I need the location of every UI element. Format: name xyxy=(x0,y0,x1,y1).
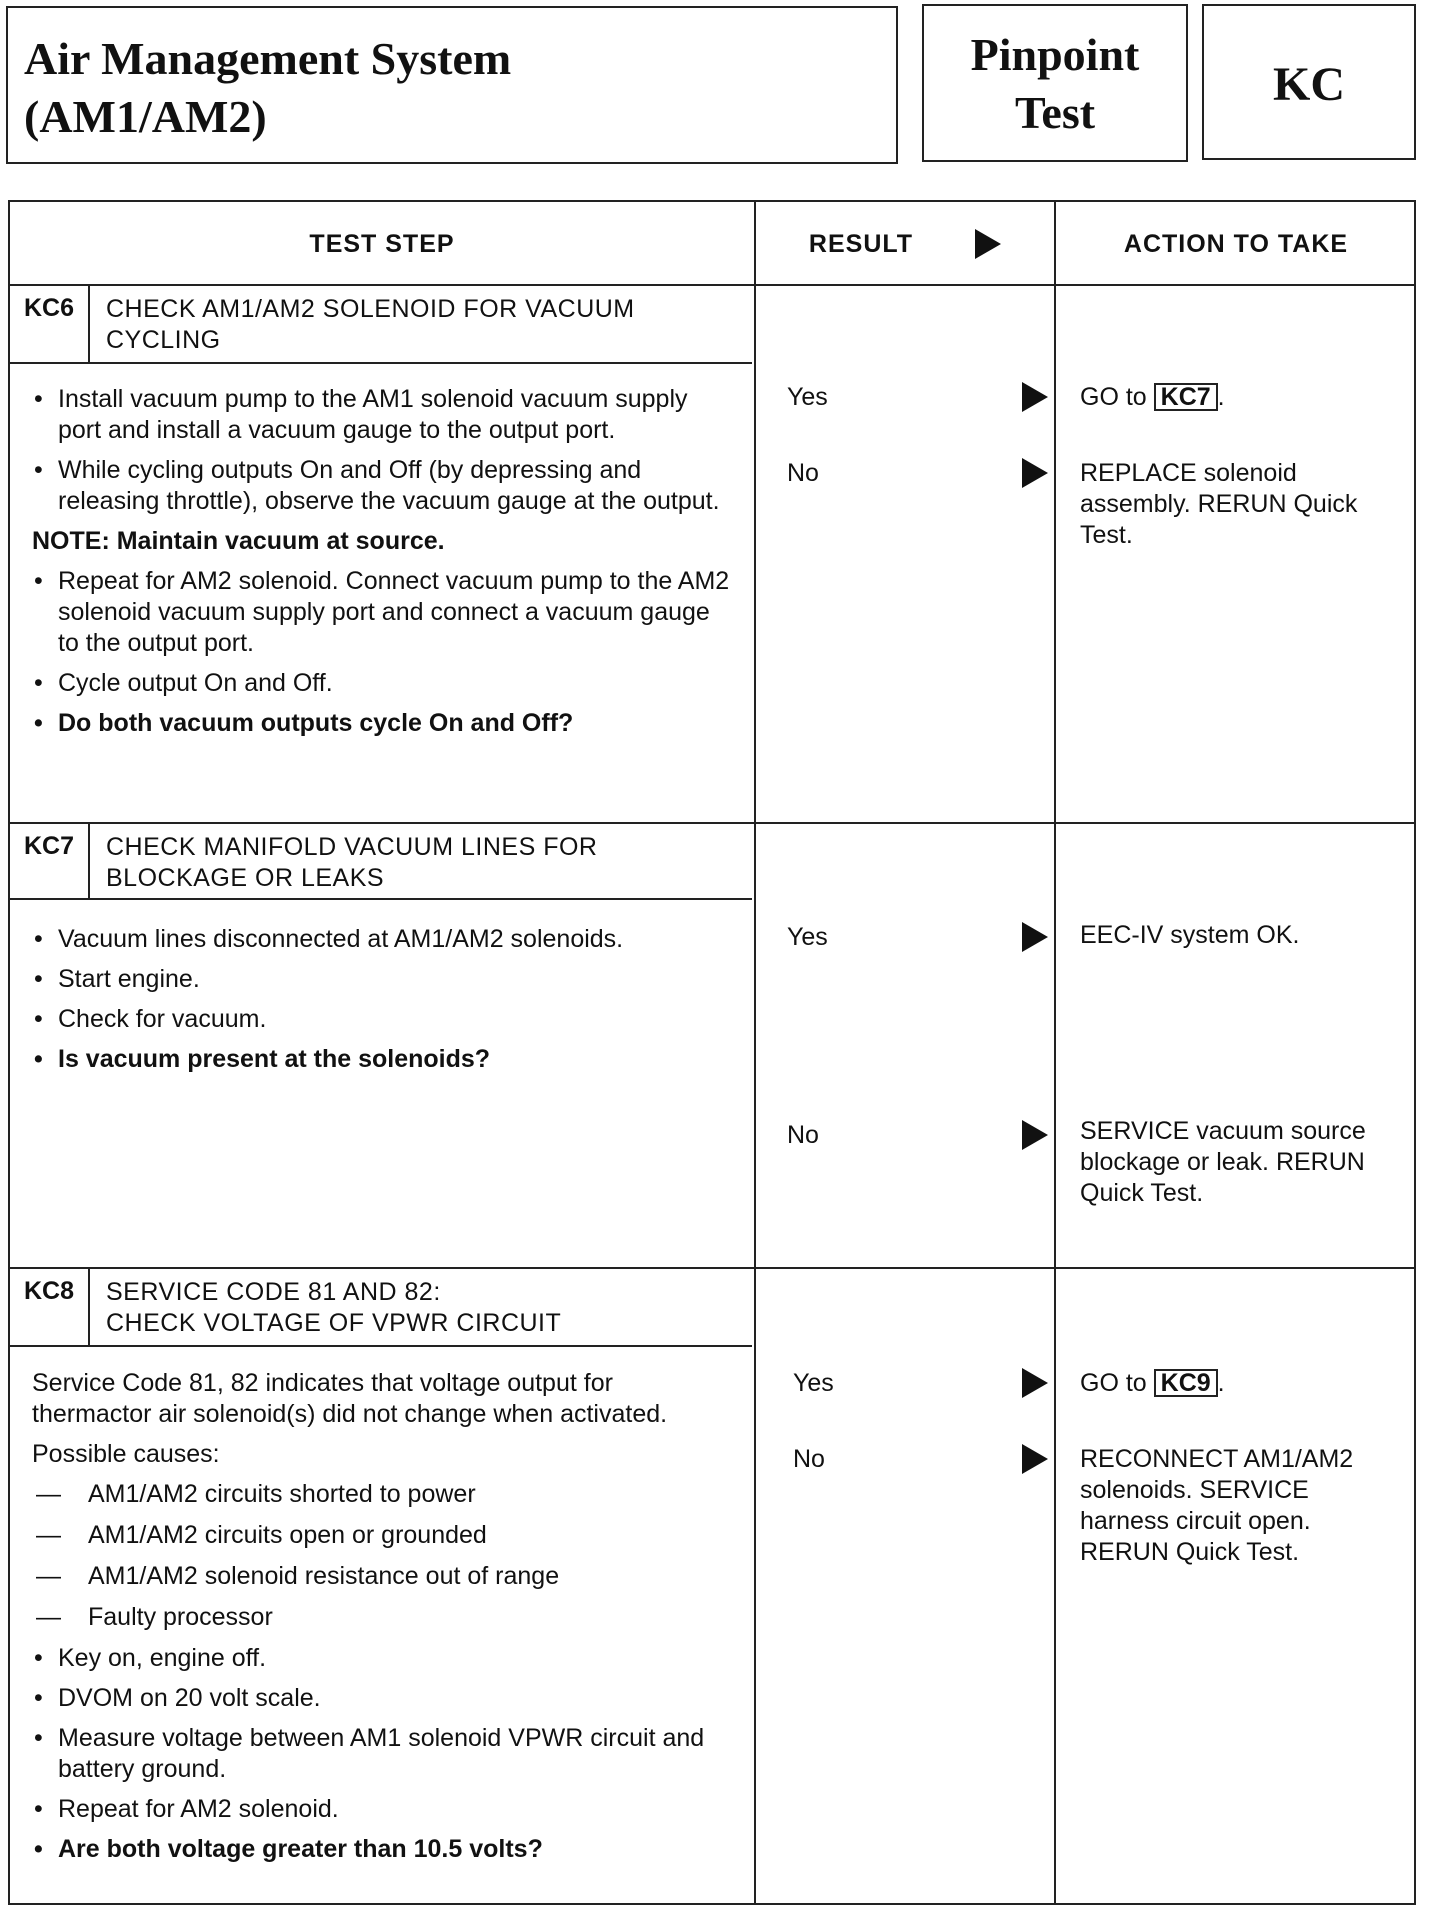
list-item: • Key on, engine off. xyxy=(32,1643,722,1674)
action-text: EEC-IV system OK. xyxy=(1080,921,1300,949)
cause-item: — AM1/AM2 circuits shorted to power xyxy=(32,1479,722,1510)
arrow-right-icon xyxy=(1022,382,1048,412)
step-header-kc8 xyxy=(10,1269,752,1347)
arrow-right-icon xyxy=(975,229,1001,259)
list-item: • Install vacuum pump to the AM1 solenoid vacuum supply port and install a vacuum gauge to the output port. xyxy=(32,384,732,446)
list-item: • While cycling outputs On and Off (by depressing and releasing throttle), observe the vacuum gauge at the output. xyxy=(32,455,732,517)
arrow-right-icon xyxy=(1022,458,1048,488)
action-go-to: GO to KC7 . xyxy=(1080,383,1225,411)
step-question: • Is vacuum present at the solenoids? xyxy=(32,1044,732,1075)
cause-item: — AM1/AM2 circuits open or grounded xyxy=(32,1520,722,1551)
step-question: • Do both vacuum outputs cycle On and Off? xyxy=(32,708,732,739)
title-box xyxy=(6,6,898,164)
pinpoint-label: Pinpoint xyxy=(970,29,1140,80)
step-id: KC8 xyxy=(10,1269,90,1345)
test-code: KC xyxy=(1273,58,1345,111)
list-item: • Repeat for AM2 solenoid. Connect vacuum pump to the AM2 solenoid vacuum supply port and connect a vacuum gauge to the output port. xyxy=(32,566,732,659)
action-text: RECONNECT AM1/AM2 solenoids. SERVICE harness circuit open. RERUN Quick Test. xyxy=(1080,1445,1354,1566)
arrow-right-icon xyxy=(1022,1444,1048,1474)
arrow-right-icon xyxy=(1022,922,1048,952)
list-item: • DVOM on 20 volt scale. xyxy=(32,1683,722,1714)
step-intro: Service Code 81, 82 indicates that voltage output for thermactor air solenoid(s) did not change when activated. xyxy=(32,1369,668,1428)
test-label: Test xyxy=(1014,87,1096,138)
list-item: • Cycle output On and Off. xyxy=(32,668,732,699)
list-item: • Repeat for AM2 solenoid. xyxy=(32,1794,722,1825)
result-no: No xyxy=(787,459,819,487)
action-go-to: GO to KC9 . xyxy=(1080,1369,1225,1397)
cause-item: — AM1/AM2 solenoid resistance out of range xyxy=(32,1561,722,1592)
result-no: No xyxy=(793,1445,825,1473)
list-item: • Measure voltage between AM1 solenoid VPWR circuit and battery ground. xyxy=(32,1723,722,1785)
step-question: • Are both voltage greater than 10.5 volts? xyxy=(32,1834,722,1865)
result-yes: Yes xyxy=(787,923,828,951)
step-reference: KC7 xyxy=(1154,383,1218,411)
list-item: • Start engine. xyxy=(32,964,732,995)
step-reference: KC9 xyxy=(1154,1369,1218,1397)
step-header-kc7 xyxy=(10,824,752,900)
step-id: KC6 xyxy=(10,286,90,362)
list-item: • Check for vacuum. xyxy=(32,1004,732,1035)
step-title: CHECK AM1/AM2 SOLENOID FOR VACUUM CYCLING xyxy=(106,295,635,354)
step-title: CHECK MANIFOLD VACUUM LINES FOR BLOCKAGE OR LEAKS xyxy=(106,833,598,892)
arrow-right-icon xyxy=(1022,1120,1048,1150)
column-header-test-step: TEST STEP xyxy=(309,229,455,258)
action-text: SERVICE vacuum source blockage or leak. RERUN Quick Test. xyxy=(1080,1117,1366,1207)
step-body-kc6 xyxy=(32,384,732,748)
page-title xyxy=(24,30,511,146)
cause-item: — Faulty processor xyxy=(32,1602,722,1633)
title-line-1: Air Management System xyxy=(24,33,512,84)
step-title: SERVICE CODE 81 AND 82: CHECK VOLTAGE OF VPWR CIRCUIT xyxy=(106,1278,562,1337)
pinpoint-table xyxy=(8,200,1416,1905)
column-divider xyxy=(1054,202,1056,1903)
result-yes: Yes xyxy=(787,383,828,411)
column-divider xyxy=(754,202,756,1903)
list-item: • Vacuum lines disconnected at AM1/AM2 solenoids. xyxy=(32,924,732,955)
step-header-kc6 xyxy=(10,286,752,364)
column-header-result: RESULT xyxy=(756,202,1054,286)
step-id: KC7 xyxy=(10,824,90,898)
title-line-2: (AM1/AM2) xyxy=(24,91,267,142)
result-no: No xyxy=(787,1121,819,1149)
result-yes: Yes xyxy=(793,1369,834,1397)
pinpoint-box xyxy=(922,4,1188,162)
code-box xyxy=(1202,4,1416,160)
causes-label: Possible causes: xyxy=(32,1440,220,1468)
step-body-kc7 xyxy=(32,924,732,1084)
arrow-right-icon xyxy=(1022,1368,1048,1398)
note: NOTE: Maintain vacuum at source. xyxy=(32,527,445,555)
action-text: REPLACE solenoid assembly. RERUN Quick Test. xyxy=(1080,459,1358,549)
step-body-kc8 xyxy=(32,1368,722,1874)
column-header-action: ACTION TO TAKE xyxy=(1123,229,1349,258)
